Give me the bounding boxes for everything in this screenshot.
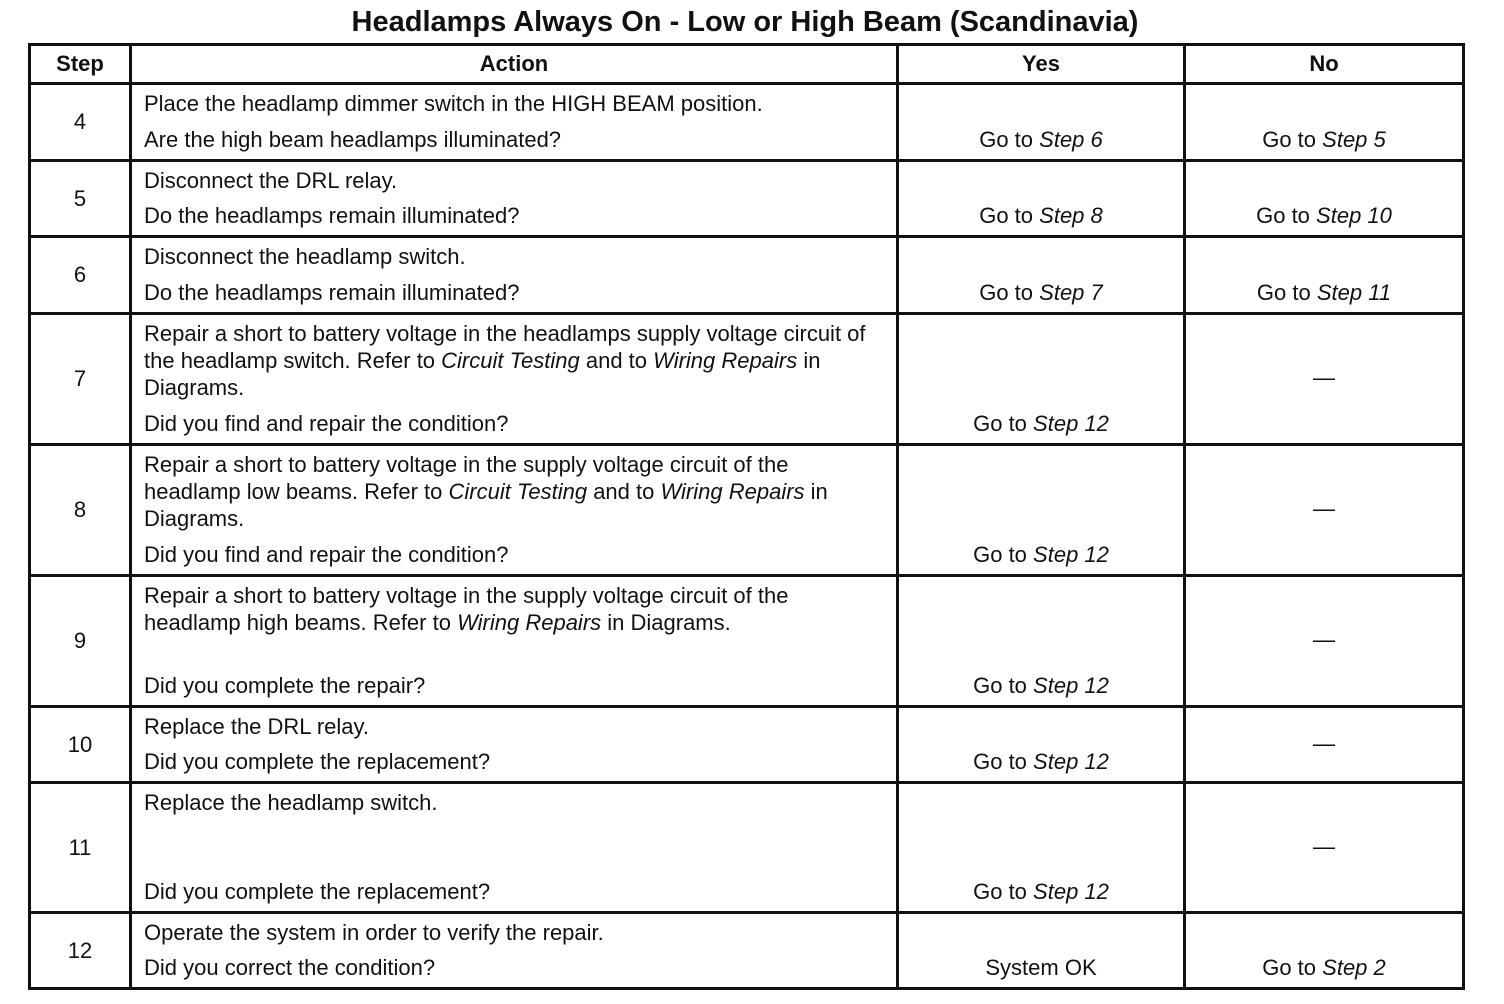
step-number: 4 <box>30 84 131 161</box>
no-cell <box>1185 576 1464 707</box>
header-action: Action <box>131 45 898 84</box>
table-row <box>30 314 1464 445</box>
no-cell <box>1185 161 1464 237</box>
action-cell <box>131 707 898 783</box>
step-reference: Step 11 <box>1316 280 1392 305</box>
yes-cell <box>898 84 1185 161</box>
header-no: No <box>1185 45 1464 84</box>
step-reference: Step 12 <box>1033 749 1109 774</box>
no-cell <box>1185 445 1464 576</box>
action-question: Did you find and repair the condition? <box>144 411 509 436</box>
no-dash: — <box>1313 496 1335 522</box>
step-reference: Step 5 <box>1322 127 1386 152</box>
result <box>899 541 1183 568</box>
table-row <box>30 576 1464 707</box>
action-text: and to <box>579 348 654 373</box>
table-row <box>30 445 1464 576</box>
action-instruction <box>144 90 876 117</box>
result <box>899 410 1183 437</box>
action-cell <box>131 913 898 989</box>
action-text: Repair a short to battery voltage in the supply voltage circuit of the headlamp high beams. Refer to <box>144 583 789 635</box>
action-cell <box>131 161 898 237</box>
step-number: 9 <box>30 576 131 707</box>
action-cell <box>131 237 898 314</box>
action-instruction <box>144 713 876 740</box>
table-row <box>30 707 1464 783</box>
step-reference: Step 12 <box>1033 542 1109 567</box>
action-instruction <box>144 582 876 636</box>
action-text: Replace the headlamp switch. <box>144 790 438 815</box>
action-text: Operate the system in order to verify the repair. <box>144 920 604 945</box>
step-number: 12 <box>30 913 131 989</box>
diagnostic-table <box>28 43 1465 990</box>
action-text: in Diagrams. <box>601 610 731 635</box>
step-reference: Step 12 <box>1033 879 1109 904</box>
result <box>899 748 1183 775</box>
action-text: Repair a short to battery voltage in the supply voltage circuit of the headlamp low beams. Refer to <box>144 452 789 504</box>
reference-text: Wiring Repairs <box>457 610 602 635</box>
yes-cell <box>898 445 1185 576</box>
action-question: Did you complete the replacement? <box>144 879 491 904</box>
result <box>899 672 1183 699</box>
yes-cell <box>898 237 1185 314</box>
header-row <box>30 45 1464 84</box>
action-cell <box>131 314 898 445</box>
page-title: Headlamps Always On - Low or High Beam (Scandinavia) <box>351 6 1139 38</box>
action-text: in Diagrams. <box>144 348 821 400</box>
yes-cell <box>898 707 1185 783</box>
no-cell <box>1185 314 1464 445</box>
action-text: Disconnect the headlamp switch. <box>144 244 466 269</box>
action-cell <box>131 783 898 913</box>
action-instruction <box>144 451 876 532</box>
action-question: Did you complete the replacement? <box>144 749 491 774</box>
action-instruction <box>144 243 876 270</box>
table-row <box>30 783 1464 913</box>
no-cell <box>1185 707 1464 783</box>
no-cell <box>1185 913 1464 989</box>
action-question: Did you correct the condition? <box>144 955 436 980</box>
action-text: in Diagrams. <box>144 479 828 531</box>
no-dash: — <box>1313 627 1335 653</box>
step-reference: Step 6 <box>1039 127 1103 152</box>
table-row <box>30 913 1464 989</box>
reference-text: Circuit Testing <box>448 479 588 504</box>
action-question: Did you complete the repair? <box>144 673 426 698</box>
result <box>899 878 1183 905</box>
no-cell <box>1185 84 1464 161</box>
action-cell <box>131 445 898 576</box>
result <box>1186 126 1462 153</box>
goto-prefix: Go to <box>1262 127 1317 152</box>
step-number: 11 <box>30 783 131 913</box>
no-dash: — <box>1313 365 1335 391</box>
action-instruction <box>144 167 876 194</box>
step-number: 7 <box>30 314 131 445</box>
action-text: and to <box>587 479 661 504</box>
no-dash: — <box>1313 833 1335 859</box>
action-instruction <box>144 320 876 401</box>
goto-prefix: Go to <box>973 879 1027 904</box>
goto-prefix: Go to <box>979 280 1034 305</box>
step-reference: Step 7 <box>1039 280 1103 305</box>
step-reference: Step 12 <box>1033 411 1109 436</box>
step-number: 5 <box>30 161 131 237</box>
step-reference: Step 10 <box>1316 203 1392 228</box>
goto-prefix: Go to <box>979 127 1034 152</box>
result <box>1186 954 1462 981</box>
yes-cell <box>898 161 1185 237</box>
result <box>899 126 1183 153</box>
action-question: Are the high beam headlamps illuminated? <box>144 127 562 152</box>
reference-text: Wiring Repairs <box>653 348 798 373</box>
goto-prefix: Go to <box>973 542 1027 567</box>
action-question: Do the headlamps remain illuminated? <box>144 280 520 305</box>
result <box>899 202 1183 229</box>
goto-prefix: Go to <box>973 749 1027 774</box>
no-dash: — <box>1313 730 1335 756</box>
goto-prefix: Go to <box>973 411 1027 436</box>
reference-text: Wiring Repairs <box>660 479 805 504</box>
reference-text: Circuit Testing <box>441 348 580 373</box>
action-instruction <box>144 919 876 946</box>
result-text: System OK <box>985 955 1097 980</box>
no-cell <box>1185 237 1464 314</box>
yes-cell <box>898 783 1185 913</box>
step-reference: Step 12 <box>1033 673 1109 698</box>
action-instruction <box>144 789 876 816</box>
action-cell <box>131 84 898 161</box>
yes-cell <box>898 314 1185 445</box>
action-question: Do the headlamps remain illuminated? <box>144 203 520 228</box>
header-step: Step <box>30 45 131 84</box>
action-text: Disconnect the DRL relay. <box>144 168 398 193</box>
step-number: 6 <box>30 237 131 314</box>
goto-prefix: Go to <box>1262 955 1317 980</box>
step-number: 10 <box>30 707 131 783</box>
result <box>899 954 1183 981</box>
table-row <box>30 237 1464 314</box>
yes-cell <box>898 913 1185 989</box>
action-cell <box>131 576 898 707</box>
result <box>1186 202 1462 229</box>
result <box>899 279 1183 306</box>
no-cell <box>1185 783 1464 913</box>
step-number: 8 <box>30 445 131 576</box>
goto-prefix: Go to <box>1256 203 1310 228</box>
yes-cell <box>898 576 1185 707</box>
action-text: Replace the DRL relay. <box>144 714 369 739</box>
action-text: Place the headlamp dimmer switch in the HIGH BEAM position. <box>144 91 763 116</box>
step-reference: Step 8 <box>1039 203 1103 228</box>
step-reference: Step 2 <box>1322 955 1386 980</box>
table-row <box>30 84 1464 161</box>
action-question: Did you find and repair the condition? <box>144 542 509 567</box>
action-text: Repair a short to battery voltage in the headlamps supply voltage circuit of the headlamp switch. Refer to <box>144 321 866 373</box>
result <box>1186 279 1462 306</box>
goto-prefix: Go to <box>973 673 1027 698</box>
table-row <box>30 161 1464 237</box>
goto-prefix: Go to <box>979 203 1034 228</box>
goto-prefix: Go to <box>1256 280 1311 305</box>
header-yes: Yes <box>898 45 1185 84</box>
